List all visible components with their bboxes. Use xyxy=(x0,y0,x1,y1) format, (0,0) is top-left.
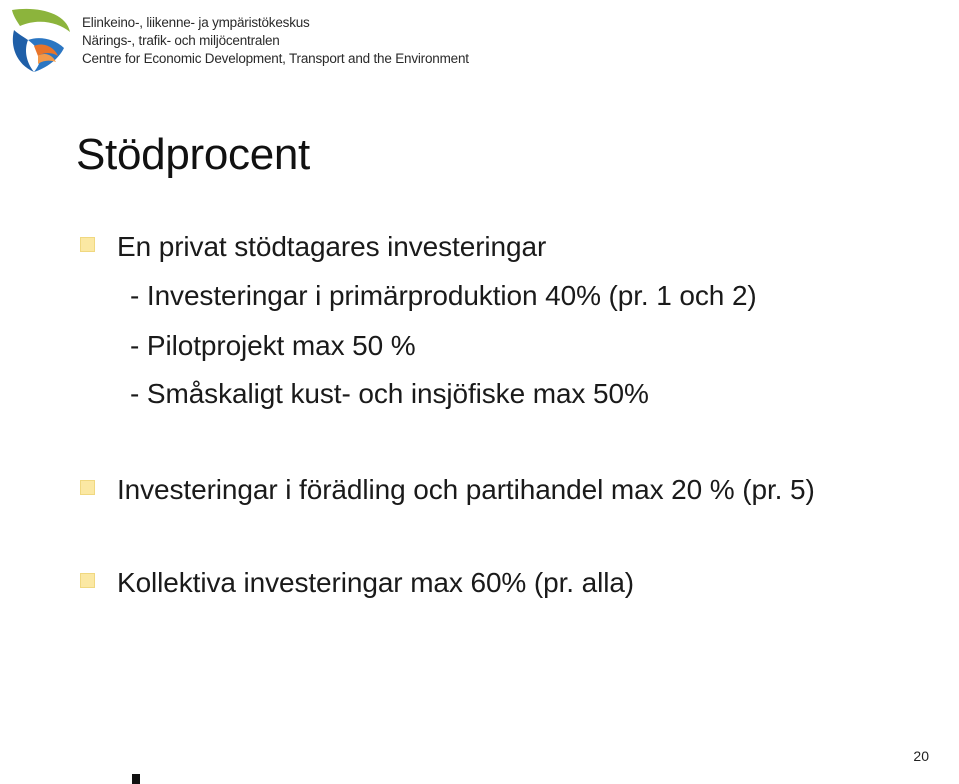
square-bullet-icon xyxy=(80,237,95,252)
bullet-text: Investeringar i förädling och partihandel max 20 % (pr. 5) xyxy=(117,474,815,505)
org-name-finnish: Elinkeino-, liikenne- ja ympäristökeskus xyxy=(82,15,310,30)
slide-title: Stödprocent xyxy=(76,130,310,179)
square-bullet-icon xyxy=(80,573,95,588)
sub-item: - Småskaligt kust- och insjöfiske max 50% xyxy=(130,378,649,409)
page-number: 20 xyxy=(913,748,929,764)
sub-item: - Investeringar i primärproduktion 40% (pr. 1 och 2) xyxy=(130,280,757,311)
org-name-english: Centre for Economic Development, Transport and the Environment xyxy=(82,51,469,66)
organization-names xyxy=(82,14,482,68)
bullet-text: Kollektiva investeringar max 60% (pr. alla) xyxy=(117,567,635,598)
ely-centre-logo-icon xyxy=(8,6,74,74)
square-bullet-icon xyxy=(80,480,95,495)
sub-item: - Pilotprojekt max 50 % xyxy=(130,330,416,361)
stray-mark xyxy=(132,774,140,784)
bullet-text: En privat stödtagares investeringar xyxy=(117,231,547,262)
org-name-swedish: Närings-, trafik- och miljöcentralen xyxy=(82,33,280,48)
